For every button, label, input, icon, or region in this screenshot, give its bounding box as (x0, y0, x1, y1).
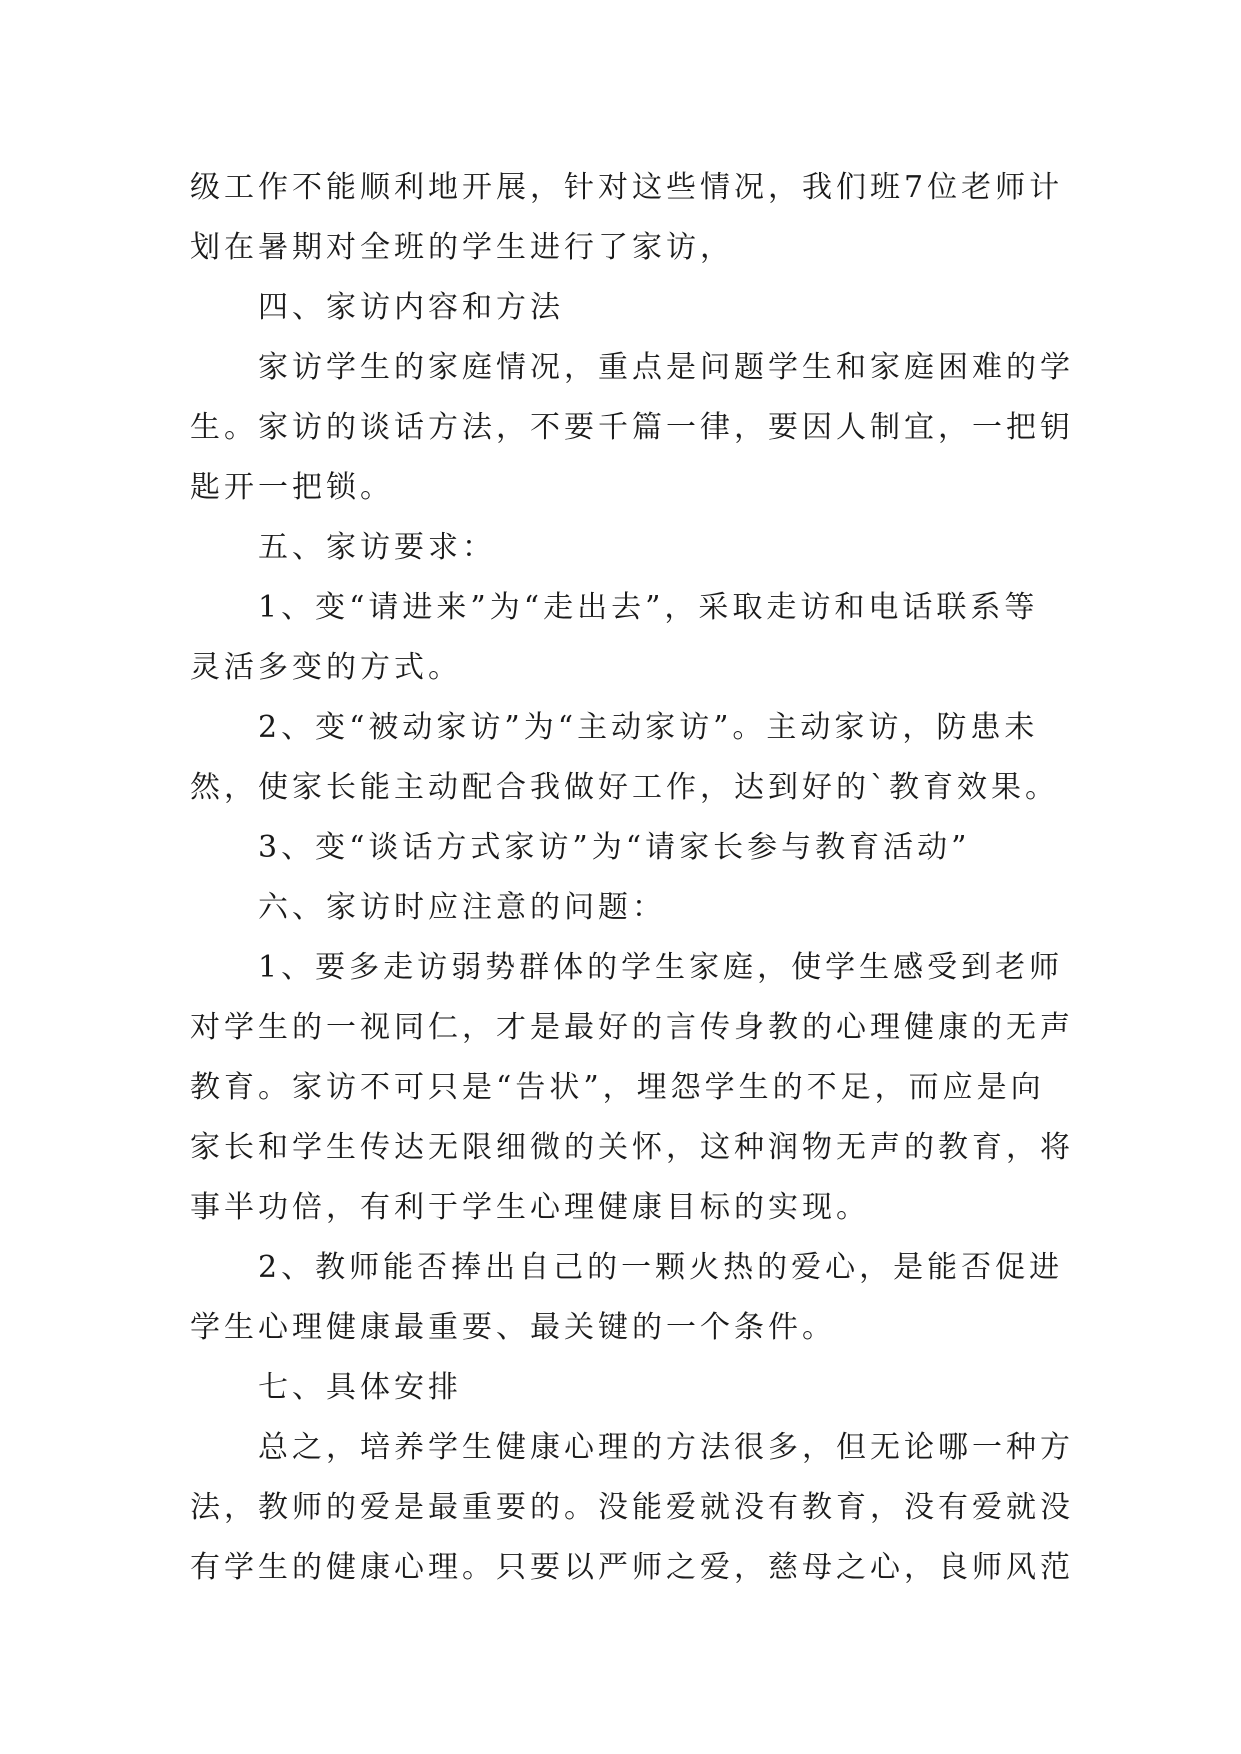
text-line: 对学生的一视同仁，才是最好的言传身教的心理健康的无声 (190, 1010, 1074, 1045)
text-line: 学生心理健康最重要、最关键的一个条件。 (190, 1310, 836, 1345)
text-line: 有学生的健康心理。只要以严师之爱，慈母之心，良师风范 (190, 1550, 1074, 1585)
section-heading: 四、家访内容和方法 (190, 290, 564, 325)
text-line: 划在暑期对全班的学生进行了家访， (190, 230, 734, 265)
document-body (190, 158, 1074, 1598)
text-line: 灵活多变的方式。 (190, 650, 462, 685)
section-heading: 七、具体安排 (190, 1370, 462, 1405)
section-heading: 五、家访要求： (190, 530, 496, 565)
text-line: 总之，培养学生健康心理的方法很多，但无论哪一种方 (190, 1430, 1074, 1465)
text-line: 1、变“请进来”为“走出去”，采取走访和电话联系等 (190, 590, 1039, 625)
text-line: 匙开一把锁。 (190, 470, 394, 505)
text-line: 级工作不能顺利地开展，针对这些情况，我们班7位老师计 (190, 170, 1064, 205)
section-heading: 六、家访时应注意的问题： (190, 890, 666, 925)
text-line: 教育。家访不可只是“告状”，埋怨学生的不足，而应是向 (190, 1070, 1045, 1105)
text-line: 家访学生的家庭情况，重点是问题学生和家庭困难的学 (190, 350, 1074, 385)
text-line: 家长和学生传达无限细微的关怀，这种润物无声的教育，将 (190, 1130, 1074, 1165)
text-line: 然，使家长能主动配合我做好工作，达到好的`教育效果。 (190, 770, 1059, 805)
text-line: 法，教师的爱是最重要的。没能爱就没有教育，没有爱就没 (190, 1490, 1074, 1525)
text-line: 1、要多走访弱势群体的学生家庭，使学生感受到老师 (190, 950, 1064, 985)
text-line: 事半功倍，有利于学生心理健康目标的实现。 (190, 1190, 870, 1225)
text-line: 3、变“谈话方式家访”为“请家长参与教育活动” (190, 830, 971, 865)
text-line: 2、教师能否捧出自己的一颗火热的爱心，是能否促进 (190, 1250, 1064, 1285)
text-line: 2、变“被动家访”为“主动家访”。主动家访，防患未 (190, 710, 1039, 745)
text-line: 生。家访的谈话方法，不要千篇一律，要因人制宜，一把钥 (190, 410, 1074, 445)
